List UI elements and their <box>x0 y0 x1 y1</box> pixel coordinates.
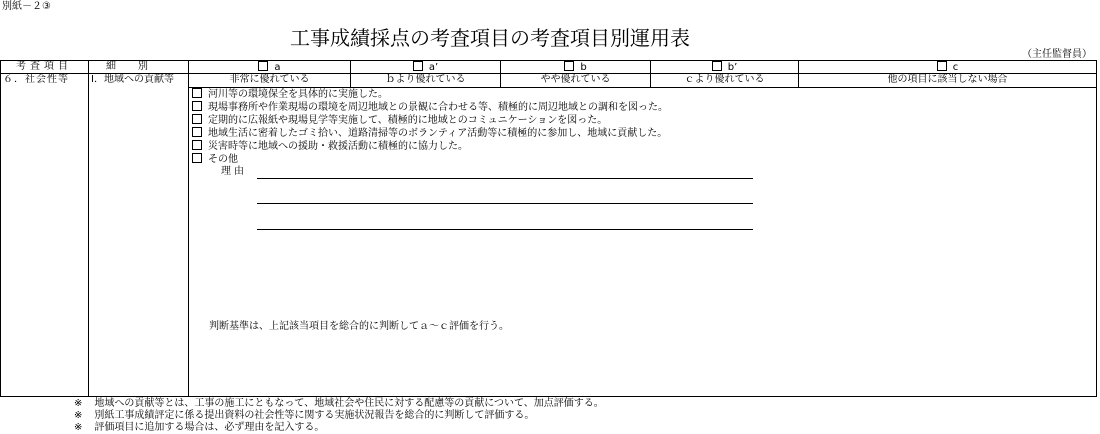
checklist-item: 現場事務所や作業現場の環境を周辺地域との景観に合わせる等、積極的に周辺地域との調和を図った。 <box>192 101 668 114</box>
reason-label: 理由 <box>221 166 247 177</box>
checklist-item: その他 <box>192 153 238 166</box>
checklist-item: 定期的に広報紙や現場見学等実施して、積極的に地域とのコミュニケーションを図った。 <box>192 114 607 127</box>
note-item: ※ 地域への貢献等とは、工事の施工にともなって、地域社会や住民に対する配慮等の貢献について、加点評価する。 <box>74 398 604 409</box>
note-mark: ※ <box>74 422 83 433</box>
checkbox-icon[interactable] <box>192 88 202 98</box>
note-mark: ※ <box>74 398 83 409</box>
grade-b2-header <box>651 61 798 74</box>
column-header-detail: 細別 <box>106 61 170 72</box>
item-value: ６．社会性等 <box>3 74 69 85</box>
checkbox-icon[interactable] <box>564 61 574 71</box>
col-divider-item <box>88 60 89 397</box>
checkbox-icon[interactable] <box>258 61 268 71</box>
checkbox-icon[interactable] <box>192 153 202 163</box>
checkbox-icon[interactable] <box>712 61 722 71</box>
checklist-item: 災害時等に地域への援助・救援活動に積極的に協力した。 <box>192 140 468 153</box>
note-item: ※ 別紙工事成績評定に係る提出資料の社会性等に関する実施状況報告を総合的に判断して評価する。 <box>74 410 535 421</box>
grade-b2-description: ｃより優れている <box>684 74 765 85</box>
checkbox-icon[interactable] <box>192 127 202 137</box>
col-divider-detail <box>188 60 189 397</box>
reason-line[interactable] <box>257 178 753 179</box>
detail-value: Ⅰ．地域への貢献等 <box>91 74 174 85</box>
judgement-criteria: 判断基準は、上記該当項目を総合的に判断してａ～ｃ評価を行う。 <box>209 321 509 332</box>
reason-line[interactable] <box>257 229 753 230</box>
page-title: 工事成績採点の考査項目の考査項目別運用表 <box>290 26 690 50</box>
checkbox-icon[interactable] <box>413 61 423 71</box>
grade-a-description: 非常に優れている <box>229 74 310 85</box>
grade-mark: c <box>952 62 959 73</box>
checkbox-icon[interactable] <box>937 61 947 71</box>
reason-line[interactable] <box>257 203 753 204</box>
grade-mark: a <box>274 62 281 73</box>
checkbox-icon[interactable] <box>192 140 202 150</box>
grade-b-header <box>501 61 650 74</box>
checklist-item: 地域生活に密着したゴミ拾い、道路清掃等のボランティア活動等に積極的に参加し、地域に貢献した。 <box>192 127 667 140</box>
checkbox-icon[interactable] <box>192 101 202 111</box>
note-item: ※ 評価項目に追加する場合は、必ず理由を記入する。 <box>74 422 325 433</box>
grade-mark: a’ <box>428 62 439 73</box>
column-header-item: 考査項目 <box>16 61 72 72</box>
checklist-item: 河川等の環境保全を具体的に実施した。 <box>192 88 388 101</box>
grade-a-header <box>189 61 350 74</box>
grade-mark: b’ <box>727 62 738 73</box>
grade-a2-header <box>351 61 500 74</box>
grade-c-description: 他の項目に該当しない場合 <box>887 74 1008 85</box>
grade-b-description: やや優れている <box>540 74 611 85</box>
grade-mark: b <box>580 62 587 73</box>
evaluator-label: （主任監督員） <box>1022 49 1092 60</box>
checkbox-icon[interactable] <box>192 114 202 124</box>
note-mark: ※ <box>74 410 83 421</box>
grade-a2-description: ｂより優れている <box>385 74 466 85</box>
attachment-label: 別紙－２③ <box>2 1 51 12</box>
grade-c-header <box>799 61 1096 74</box>
